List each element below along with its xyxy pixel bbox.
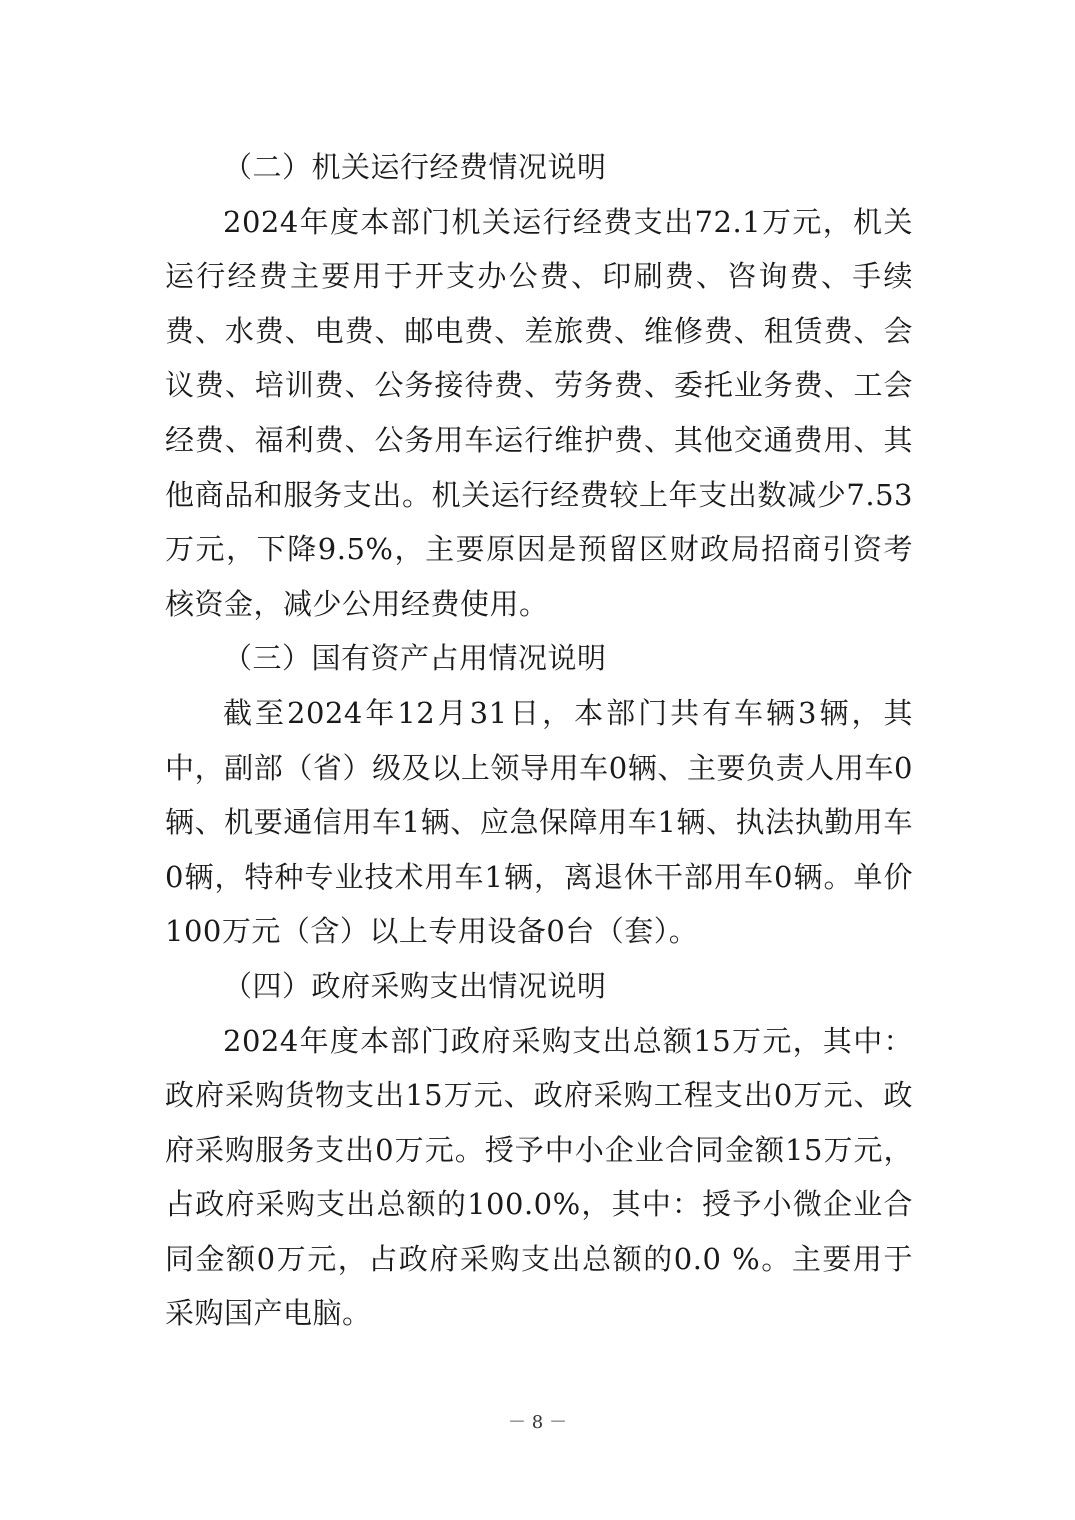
- section-paragraph-operating-funds: 2024年度本部门机关运行经费支出72.1万元，机关运行经费主要用于开支办公费、印刷费、咨询费、手续费、水费、电费、邮电费、差旅费、维修费、租赁费、会议费、培训费、公务接待费、劳务费、委托业务费、工会经费、福利费、公务用车运行维护费、其他交通费用、其他商品和服务支出。机关运行经费较上年支出数减少7.53万元，下降9.5%，主要原因是预留区财政局招商引资考核资金，减少公用经费使用。: [165, 204, 913, 621]
- section-paragraph-government-procurement: 2024年度本部门政府采购支出总额15万元，其中：政府采购货物支出15万元、政府采购工程支出0万元、政府采购服务支出0万元。授予中小企业合同金额15万元，占政府采购支出总额的100.0%，其中：授予小微企业合同金额0万元，占政府采购支出总额的0.0 %。主要用于采购国产电脑。: [165, 1023, 913, 1331]
- section-heading-government-procurement: （四）政府采购支出情况说明: [223, 968, 607, 1003]
- section-paragraph-state-assets: 截至2024年12月31日，本部门共有车辆3辆，其中，副部（省）级及以上领导用车0辆、主要负责人用车0辆、机要通信用车1辆、应急保障用车1辆、执法执勤用车0辆，特种专业技术用车1辆，离退休干部用车0辆。单价100万元（含）以上专用设备0台（套）。: [165, 695, 913, 949]
- section-heading-operating-funds: （二）机关运行经费情况说明: [223, 150, 607, 184]
- page-number: － 8 －: [508, 1412, 567, 1433]
- document-body: [165, 140, 913, 1341]
- section-heading-state-assets: （三）国有资产占用情况说明: [223, 641, 607, 676]
